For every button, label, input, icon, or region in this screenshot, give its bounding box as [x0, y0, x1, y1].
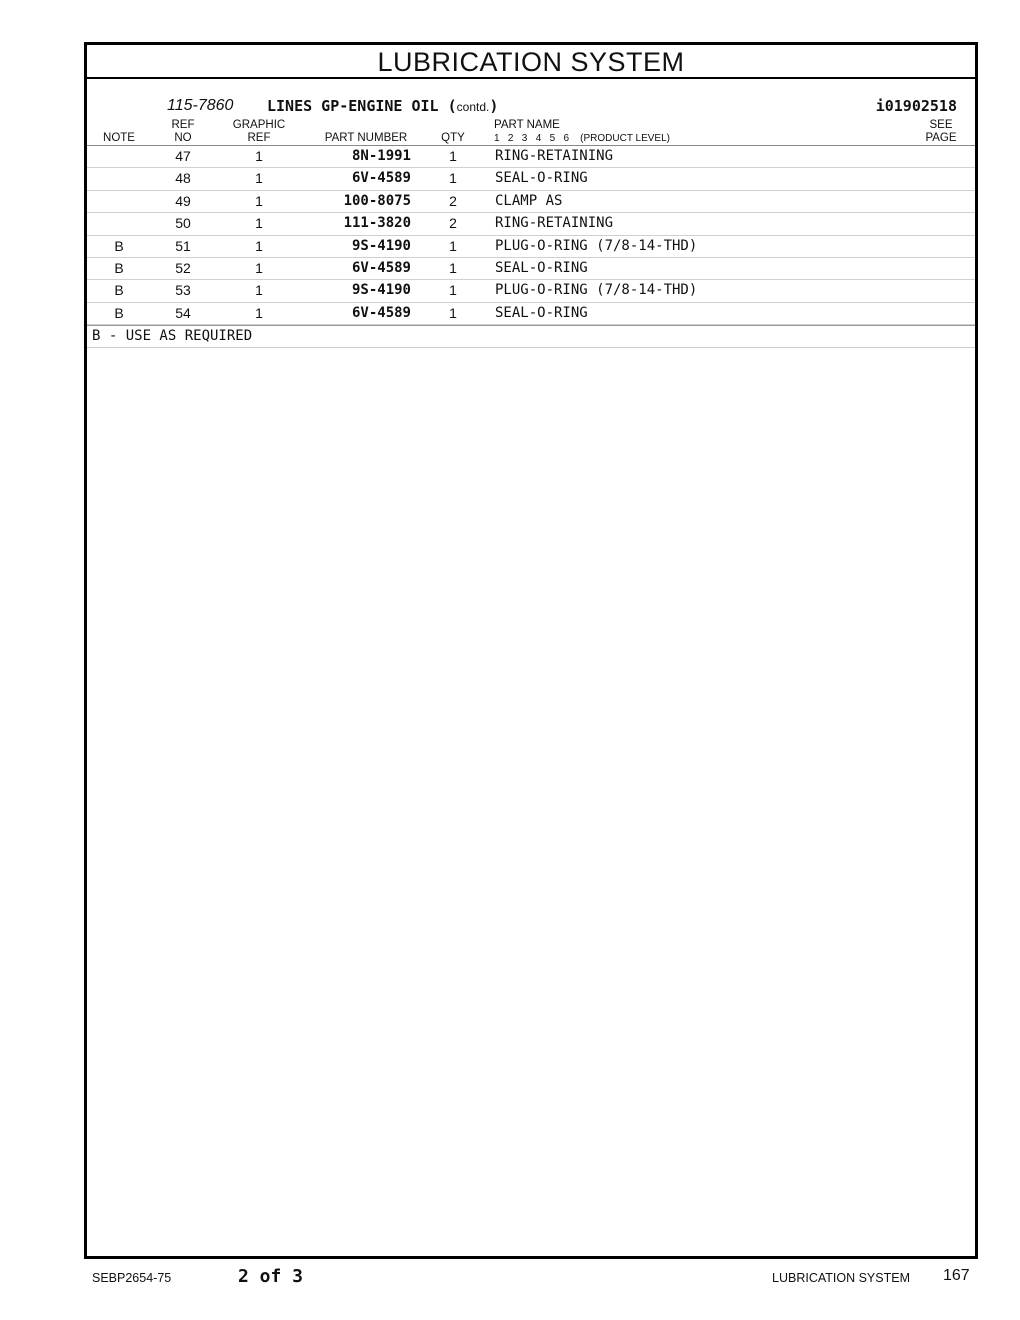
- header-part-name: PART NAME: [494, 119, 560, 131]
- table-row: [87, 146, 975, 168]
- part-name-cell: SEAL-O-RING: [495, 170, 588, 187]
- table-row: [87, 236, 975, 258]
- note-cell: B: [114, 259, 124, 276]
- graphic-ref-cell: 1: [255, 237, 263, 254]
- part-name-cell: PLUG-O-RING (7/8-14-THD): [495, 237, 698, 254]
- ref-cell: 51: [175, 237, 191, 254]
- graphic-ref-cell: 1: [255, 259, 263, 276]
- table-row: [87, 303, 975, 325]
- table-row: [87, 280, 975, 302]
- page-footer: [0, 1266, 1020, 1290]
- table-row: [87, 213, 975, 235]
- qty-cell: 1: [449, 304, 457, 321]
- part-name-cell: SEAL-O-RING: [495, 259, 588, 276]
- part-number-cell: 111-3820: [343, 215, 411, 232]
- part-number-cell: 6V-4589: [351, 259, 411, 276]
- part-number-cell: 9S-4190: [351, 237, 411, 254]
- header-ref-top: REF: [171, 119, 195, 131]
- graphic-ref-cell: 1: [255, 148, 263, 164]
- header-see-top: SEE: [929, 119, 953, 131]
- header-graphic-bottom: REF: [247, 132, 271, 144]
- header-product-levels: 1 2 3 4 5 6 (PRODUCT LEVEL): [494, 133, 670, 144]
- qty-cell: 1: [449, 237, 457, 254]
- footer-page-of: 2 of 3: [238, 1266, 304, 1287]
- header-note: NOTE: [103, 132, 135, 144]
- footer-doc-id: SEBP2654-75: [92, 1271, 172, 1285]
- column-headers: [87, 119, 975, 146]
- graphic-ref-cell: 1: [255, 192, 263, 209]
- header-see-bottom: PAGE: [925, 132, 957, 144]
- qty-cell: 1: [449, 170, 457, 187]
- part-name-cell: RING-RETAINING: [495, 148, 614, 164]
- graphic-ref-cell: 1: [255, 170, 263, 187]
- group-close: ): [489, 97, 499, 115]
- group-contd: contd.: [456, 100, 490, 114]
- group-number: 115-7860: [167, 97, 234, 114]
- footer-page-number: 167: [943, 1267, 970, 1284]
- note-cell: B: [114, 304, 124, 321]
- ref-cell: 52: [175, 259, 191, 276]
- table-row: [87, 168, 975, 190]
- part-name-cell: CLAMP AS: [495, 192, 563, 209]
- graphic-ref-cell: 1: [255, 304, 263, 321]
- ref-cell: 47: [175, 148, 191, 164]
- graphic-ref-cell: 1: [255, 215, 263, 232]
- group-id: i01902518: [875, 97, 957, 115]
- qty-cell: 1: [449, 148, 457, 164]
- ref-cell: 53: [175, 282, 191, 299]
- header-part-number: PART NUMBER: [324, 132, 408, 144]
- note-cell: B: [114, 237, 124, 254]
- qty-cell: 1: [449, 282, 457, 299]
- note-cell: B: [114, 282, 124, 299]
- table-row: [87, 191, 975, 213]
- part-number-cell: 6V-4589: [351, 170, 411, 187]
- part-number-cell: 100-8075: [343, 192, 411, 209]
- ref-cell: 50: [175, 215, 191, 232]
- ref-cell: 54: [175, 304, 191, 321]
- part-number-cell: 9S-4190: [351, 282, 411, 299]
- group-header: [87, 97, 975, 119]
- note-legend: B - USE AS REQUIRED: [87, 325, 975, 348]
- header-graphic-top: GRAPHIC: [232, 119, 286, 131]
- header-qty: QTY: [441, 132, 465, 144]
- ref-cell: 48: [175, 170, 191, 187]
- page-title: LUBRICATION SYSTEM: [87, 45, 975, 79]
- table-row: [87, 258, 975, 280]
- part-name-cell: RING-RETAINING: [495, 215, 614, 232]
- part-number-cell: 8N-1991: [351, 148, 411, 164]
- group-name: [267, 97, 498, 115]
- qty-cell: 2: [449, 192, 457, 209]
- part-number-cell: 6V-4589: [351, 304, 411, 321]
- header-ref-bottom: NO: [174, 132, 192, 144]
- qty-cell: 1: [449, 259, 457, 276]
- part-name-cell: PLUG-O-RING (7/8-14-THD): [495, 282, 698, 299]
- qty-cell: 2: [449, 215, 457, 232]
- page-frame: [84, 42, 978, 1259]
- footer-section: LUBRICATION SYSTEM: [772, 1271, 910, 1285]
- ref-cell: 49: [175, 192, 191, 209]
- parts-table: [87, 146, 975, 348]
- graphic-ref-cell: 1: [255, 282, 263, 299]
- part-name-cell: SEAL-O-RING: [495, 304, 588, 321]
- group-name-text: LINES GP-ENGINE OIL (: [267, 97, 457, 115]
